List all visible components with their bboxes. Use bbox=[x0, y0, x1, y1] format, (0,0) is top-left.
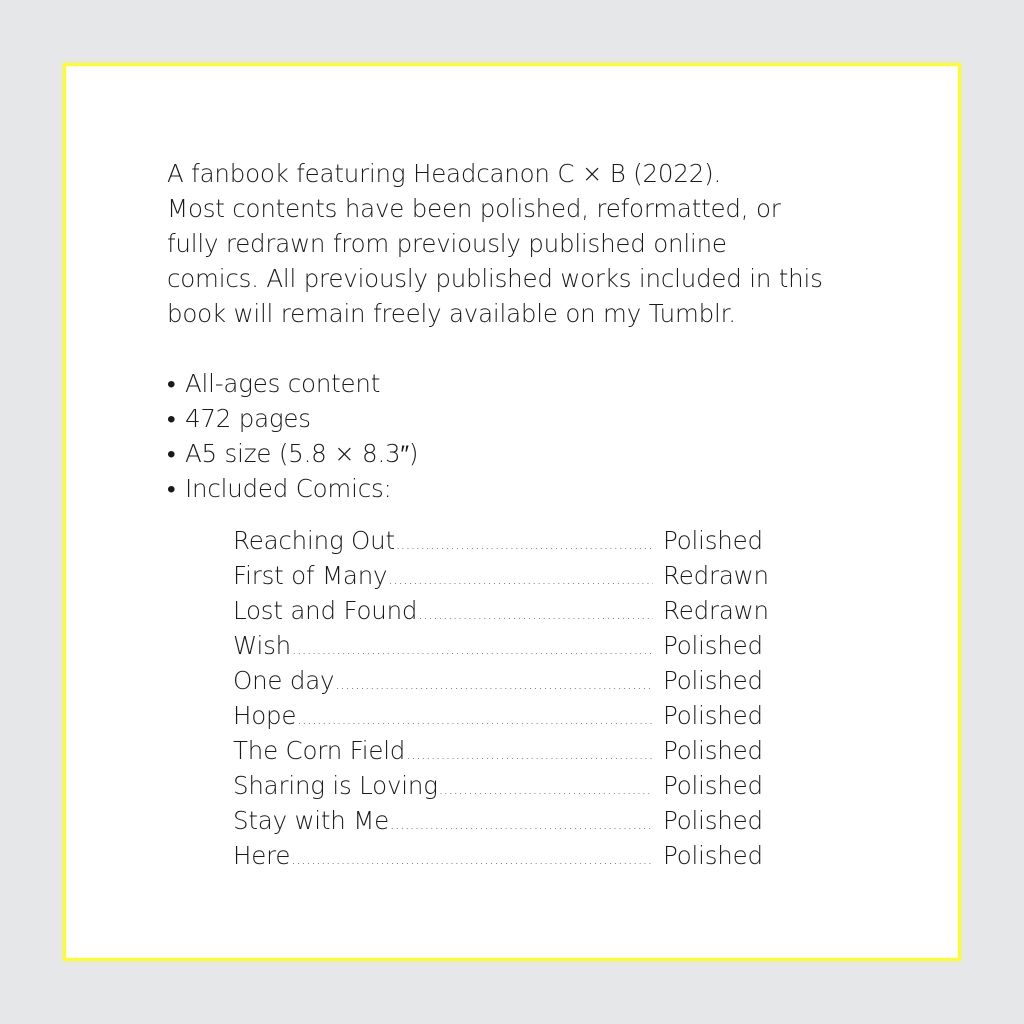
dot-leader bbox=[418, 598, 653, 633]
comic-title: Here bbox=[233, 841, 291, 870]
intro-line: Most contents have been polished, reformatted, or bbox=[167, 194, 781, 223]
bullet-marker: • bbox=[167, 439, 176, 468]
comic-row bbox=[233, 733, 773, 768]
dot-leader bbox=[406, 738, 653, 773]
feature-item bbox=[167, 436, 847, 471]
feature-text: All-ages content bbox=[185, 369, 381, 398]
comic-status: Redrawn bbox=[663, 561, 769, 590]
comic-row bbox=[233, 558, 773, 593]
comic-status: Polished bbox=[663, 526, 763, 555]
comic-title: Reaching Out bbox=[233, 526, 395, 555]
feature-item bbox=[167, 471, 847, 506]
comic-row bbox=[233, 698, 773, 733]
feature-text: A5 size (5.8 × 8.3″) bbox=[185, 439, 419, 468]
comic-status: Polished bbox=[663, 806, 763, 835]
comic-status: Polished bbox=[663, 666, 763, 695]
comic-row bbox=[233, 663, 773, 698]
comic-title: Hope bbox=[233, 701, 297, 730]
comic-row bbox=[233, 593, 773, 628]
bullet-marker: • bbox=[167, 404, 176, 433]
intro-line: fully redrawn from previously published online bbox=[167, 229, 727, 258]
comic-status: Polished bbox=[663, 841, 763, 870]
comic-row bbox=[233, 838, 773, 873]
comic-title: First of Many bbox=[233, 561, 388, 590]
dot-leader bbox=[390, 808, 653, 843]
feature-item bbox=[167, 401, 847, 436]
intro-line: A fanbook featuring Headcanon C × B (2022). bbox=[167, 159, 722, 188]
card-content bbox=[167, 156, 847, 873]
comic-status: Polished bbox=[663, 631, 763, 660]
dot-leader bbox=[291, 843, 653, 878]
comic-status: Polished bbox=[663, 771, 763, 800]
comic-title: One day bbox=[233, 666, 335, 695]
comic-status: Polished bbox=[663, 701, 763, 730]
comic-row bbox=[233, 768, 773, 803]
bullet-marker: • bbox=[167, 369, 176, 398]
comic-title: The Corn Field bbox=[233, 736, 406, 765]
dot-leader bbox=[396, 528, 653, 563]
info-card bbox=[63, 63, 961, 961]
feature-list bbox=[167, 366, 847, 506]
comic-title: Stay with Me bbox=[233, 806, 390, 835]
intro-paragraph bbox=[167, 156, 847, 331]
dot-leader bbox=[292, 633, 653, 668]
comics-list bbox=[233, 523, 773, 873]
comic-title: Wish bbox=[233, 631, 291, 660]
comic-status: Redrawn bbox=[663, 596, 769, 625]
feature-item bbox=[167, 366, 847, 401]
feature-text: Included Comics: bbox=[185, 474, 392, 503]
comic-row bbox=[233, 523, 773, 558]
bullet-marker: • bbox=[167, 474, 176, 503]
dot-leader bbox=[439, 773, 653, 808]
comic-status: Polished bbox=[663, 736, 763, 765]
dot-leader bbox=[335, 668, 653, 703]
comic-row bbox=[233, 628, 773, 663]
comic-title: Sharing is Loving bbox=[233, 771, 438, 800]
dot-leader bbox=[388, 563, 653, 598]
comic-row bbox=[233, 803, 773, 838]
intro-line: book will remain freely available on my Tumblr. bbox=[167, 299, 736, 328]
feature-text: 472 pages bbox=[185, 404, 311, 433]
comic-title: Lost and Found bbox=[233, 596, 418, 625]
intro-line: comics. All previously published works included in this bbox=[167, 264, 823, 293]
